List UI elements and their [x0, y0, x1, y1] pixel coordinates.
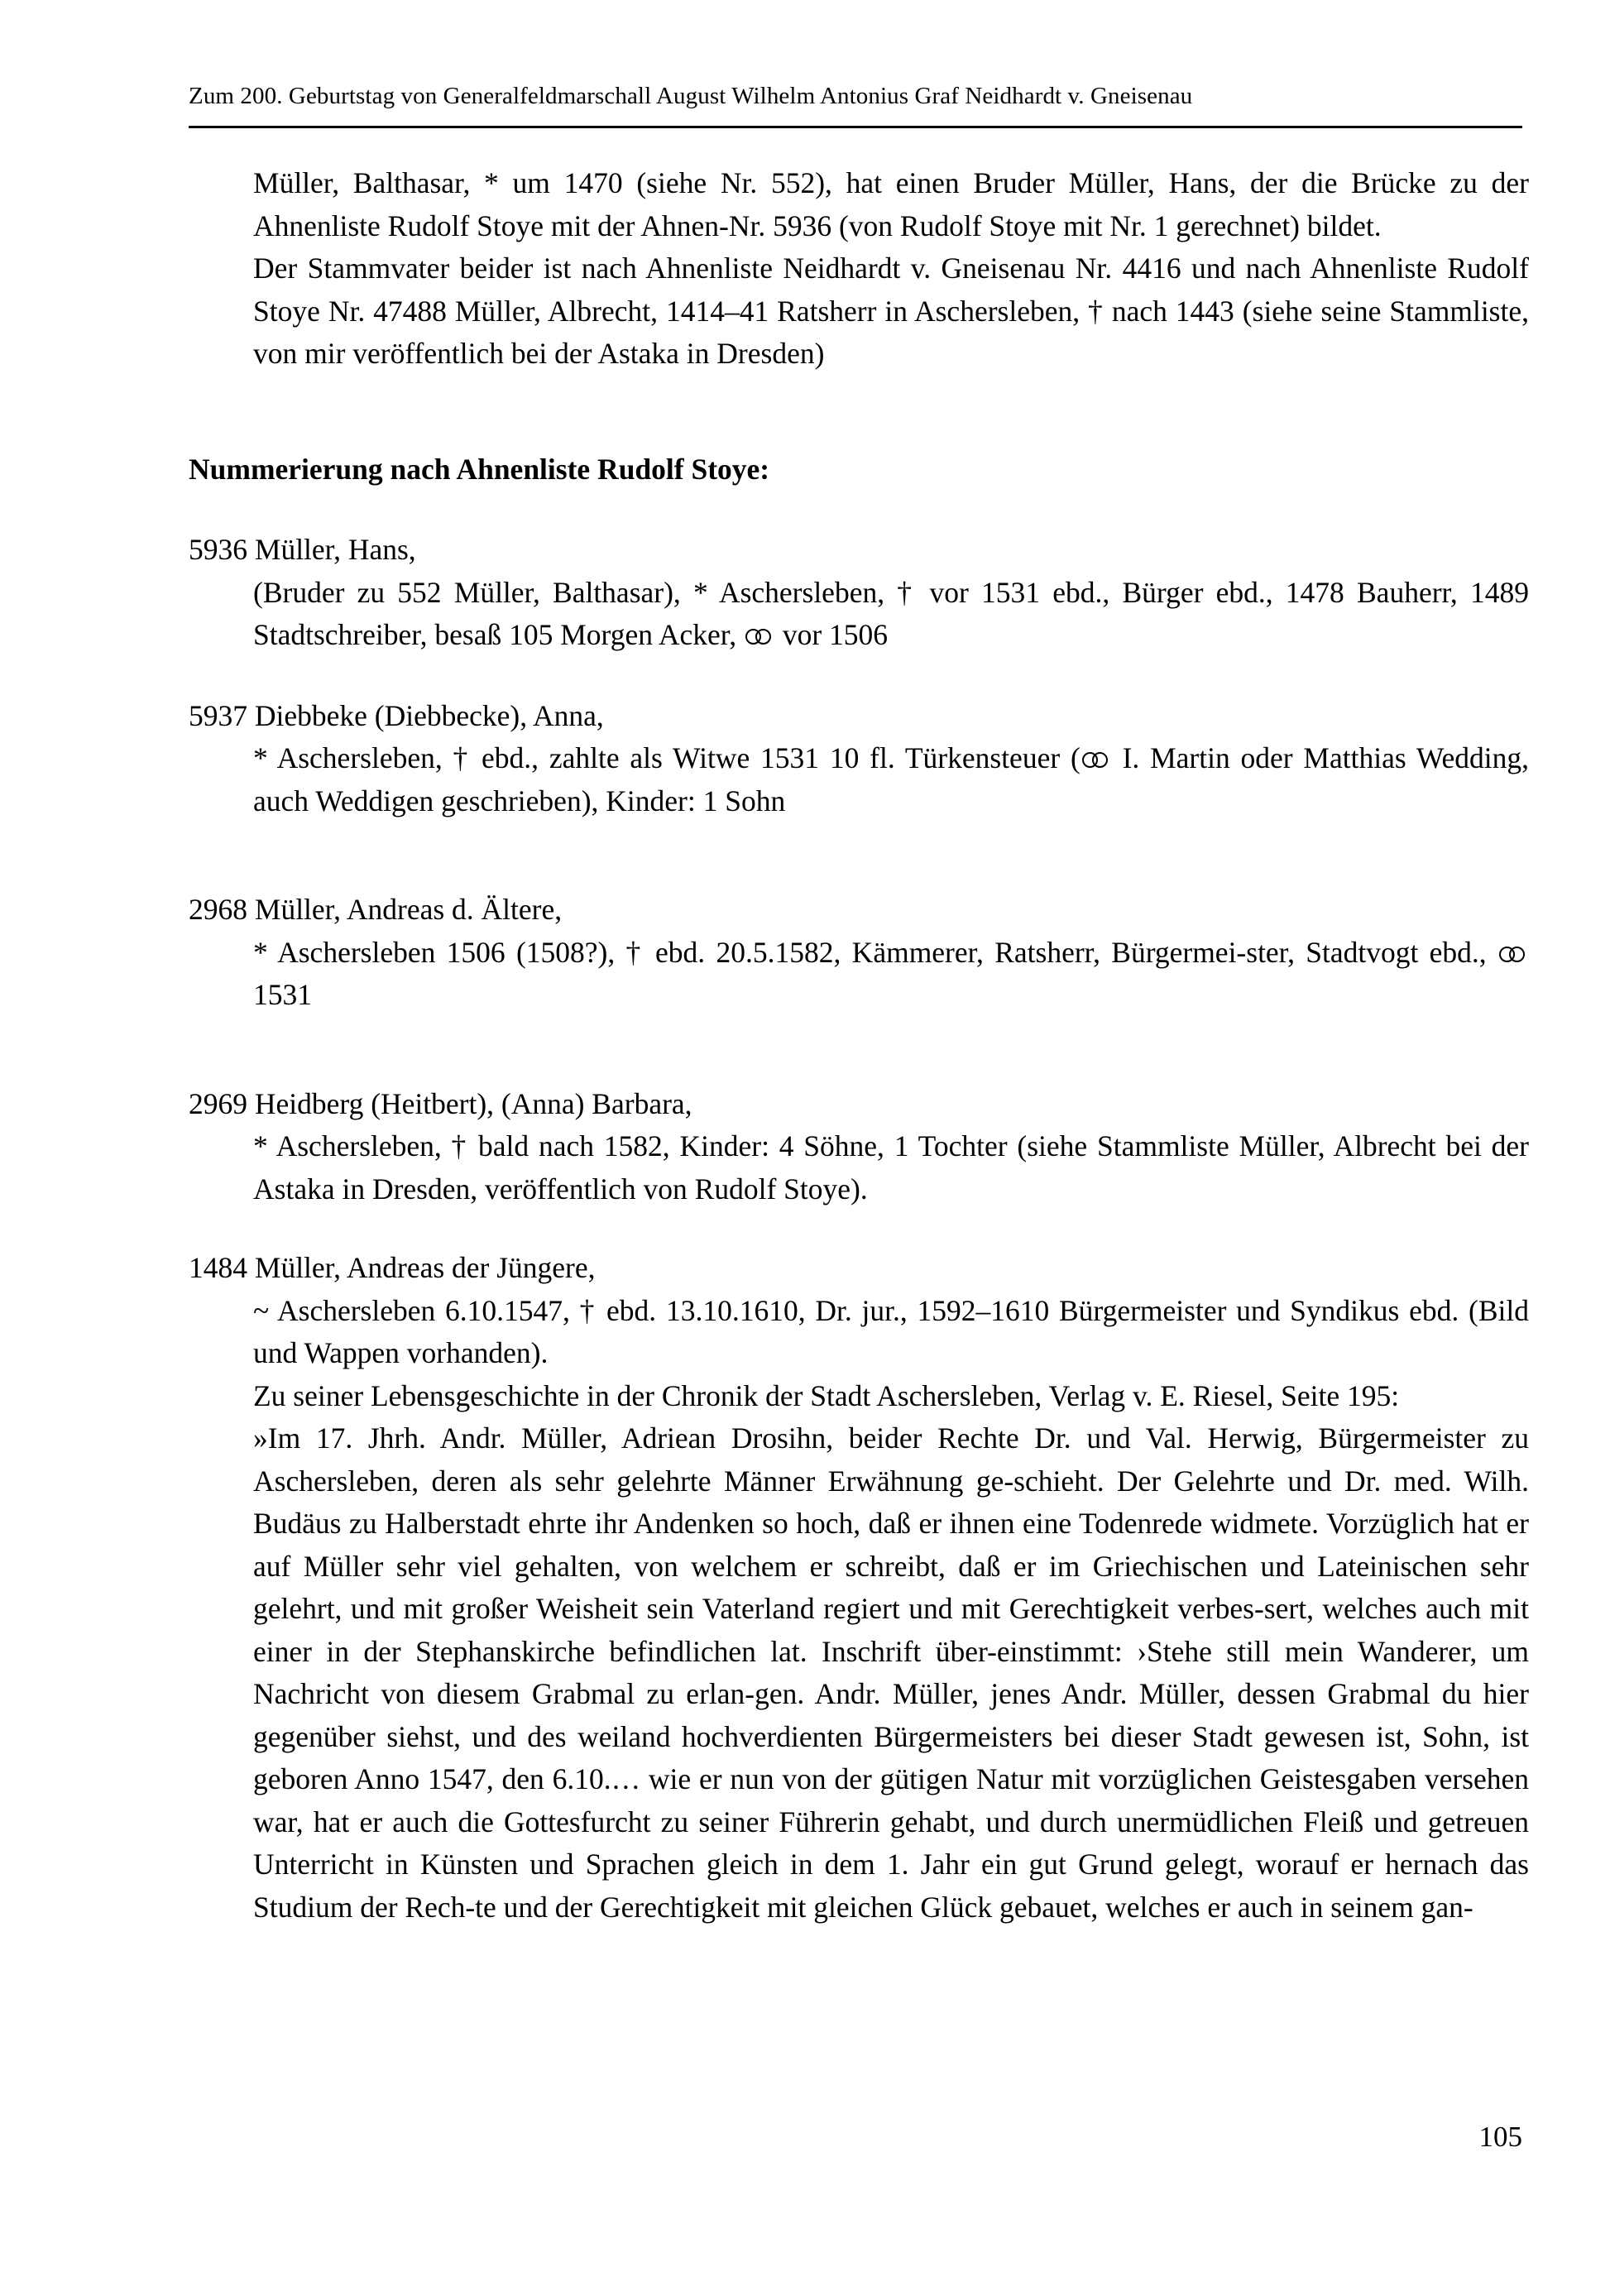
entry-detail-part-1: (Bruder zu 552 Müller, Balthasar), * Aschersleben, † vor 1531 ebd., Bürger ebd., 1478 Bauherr, 1489 Stadtschreiber, besaß 105 Morgen Acker, [253, 575, 1529, 651]
entry-detail [253, 737, 1529, 822]
entry-quotation: »Im 17. Jhrh. Andr. Müller, Adriean Drosihn, beider Rechte Dr. und Val. Herwig, Bürgermeister zu Aschersleben, deren als sehr gelehrte Männer Erwähnung ge-schieht. Der Gelehrte und Dr. med. Wilh. Budäus zu Halberstadt ehrte ihr Andenken so hoch, daß er ihnen eine Todenrede widmete. Vorzüglich hat er auf Müller sehr viel gehalten, von welchem er schreibt, daß er im Griechischen und Lateinischen sehr gelehrt, und mit großer Weisheit sein Vaterland regiert und mit Gerechtigkeit verbes-sert, welches auch mit einer in der Stephanskirche befindlichen lat. Inschrift über-einstimmt: ›Stehe still mein Wanderer, um Nachricht von diesem Grabmal zu erlan-gen. Andr. Müller, jenes Andr. Müller, dessen Grabmal du hier gegenüber siehst, und des weiland hochverdienten Bürgermeisters bei dieser Stadt gewesen ist, Sohn, ist geboren Anno 1547, den 6.10.… wie er nun von der gütigen Natur mit vorzüglichen Geistesgaben versehen war, hat er auch die Gottesfurcht zu seiner Führerin gehabt, und durch unermüdlichen Fleiß und getreuen Unterricht in Künsten und Sprachen gleich in dem 1. Jahr ein gut Grund gelegt, worauf er hernach das Studium der Rech-te und der Gerechtigkeit mit gleichen Glück gebauet, welches er auch in seinem gan- [253, 1421, 1529, 1924]
entry-group-spacer [189, 1017, 1529, 1045]
ancestor-entry [189, 695, 1529, 823]
entry-detail [253, 572, 1529, 657]
entry-name: Müller, Andreas der Jüngere, [254, 1251, 596, 1284]
entry-detail-part-1: * Aschersleben, † ebd., zahlte als Witwe 1531 10 fl. Türkensteuer ( [253, 741, 1081, 774]
entry-head-line [189, 889, 1529, 932]
header-rule [189, 126, 1522, 128]
entry-number: 5936 [189, 533, 247, 566]
text-column [189, 162, 1529, 1929]
entry-detail-line-1: ~ Aschersleben 6.10.1547, † ebd. 13.10.1610, Dr. jur., 1592–1610 Bürgermeister und Syndikus ebd. (Bild und Wappen vorhanden). [253, 1293, 1529, 1369]
entry-detail-part-1: * Aschersleben 1506 (1508?), † ebd. 20.5.1582, Kämmerer, Ratsherr, Bürgermei-ster, Stadtvogt ebd., [253, 935, 1497, 969]
entry-detail-part-2: 1531 [253, 978, 312, 1011]
page-number: 105 [1478, 2121, 1522, 2153]
entry-detail-part-2: I. Martin oder Matthias Wedding, auch Weddigen geschrieben), Kinder: 1 Sohn [253, 741, 1529, 817]
entry-detail-line-2: Zu seiner Lebensgeschichte in der Chronik der Stadt Aschersleben, Verlag v. E. Riesel, Seite 195: [253, 1378, 1400, 1412]
entry-detail: * Aschersleben, † bald nach 1582, Kinder: 4 Söhne, 1 Tochter (siehe Stammliste Müller, Albrecht bei der Astaka in Dresden, veröffentlich von Rudolf Stoye). [253, 1129, 1529, 1206]
marriage-symbol-icon [1499, 947, 1527, 963]
entry-name: Müller, Hans, [254, 533, 416, 566]
ancestor-entry [189, 1247, 1529, 1929]
marriage-symbol-icon [745, 629, 774, 645]
entry-head-line [189, 695, 1529, 738]
running-head-text: Zum 200. Geburtstag von Generalfeldmarschall August Wilhelm Antonius Graf Neidhardt v. Gneisenau [189, 83, 1193, 109]
entry-head-line [189, 1083, 1529, 1126]
ancestor-entry [189, 889, 1529, 1017]
entry-detail-part-2: vor 1506 [774, 618, 889, 651]
entry-name: Heidberg (Heitbert), (Anna) Barbara, [254, 1086, 692, 1120]
running-head [189, 83, 1522, 110]
ancestor-entry [189, 529, 1529, 657]
entry-group-spacer [189, 822, 1529, 851]
entry-number: 5937 [189, 698, 247, 732]
entry-detail [253, 932, 1529, 1017]
intro-paragraph-1: Müller, Balthasar, * um 1470 (siehe Nr. 552), hat einen Bruder Müller, Hans, der die Brücke zu der Ahnenliste Rudolf Stoye mit der Ahnen-Nr. 5936 (von Rudolf Stoye mit Nr. 1 gerechnet) bildet. [253, 166, 1529, 242]
marriage-symbol-icon [1082, 752, 1110, 769]
ancestor-entry [189, 1083, 1529, 1211]
entry-name: Müller, Andreas d. Ältere, [254, 893, 563, 926]
entry-head-line [189, 1247, 1529, 1290]
entry-head-line [189, 529, 1529, 572]
intro-paragraph-2: Der Stammvater beider ist nach Ahnenliste Neidhardt v. Gneisenau Nr. 4416 und nach Ahnenliste Rudolf Stoye Nr. 47488 Müller, Albrecht, 1414–41 Ratsherr in Aschersleben, † nach 1443 (siehe seine Stammliste, von mir veröffentlich bei der Astaka in Dresden) [253, 252, 1529, 370]
entry-number: 2969 [189, 1086, 247, 1120]
entry-number: 1484 [189, 1251, 247, 1284]
entry-number: 2968 [189, 893, 247, 926]
section-heading: Nummerierung nach Ahnenliste Rudolf Stoye: [189, 452, 770, 486]
entry-name: Diebbeke (Diebbecke), Anna, [254, 698, 604, 732]
